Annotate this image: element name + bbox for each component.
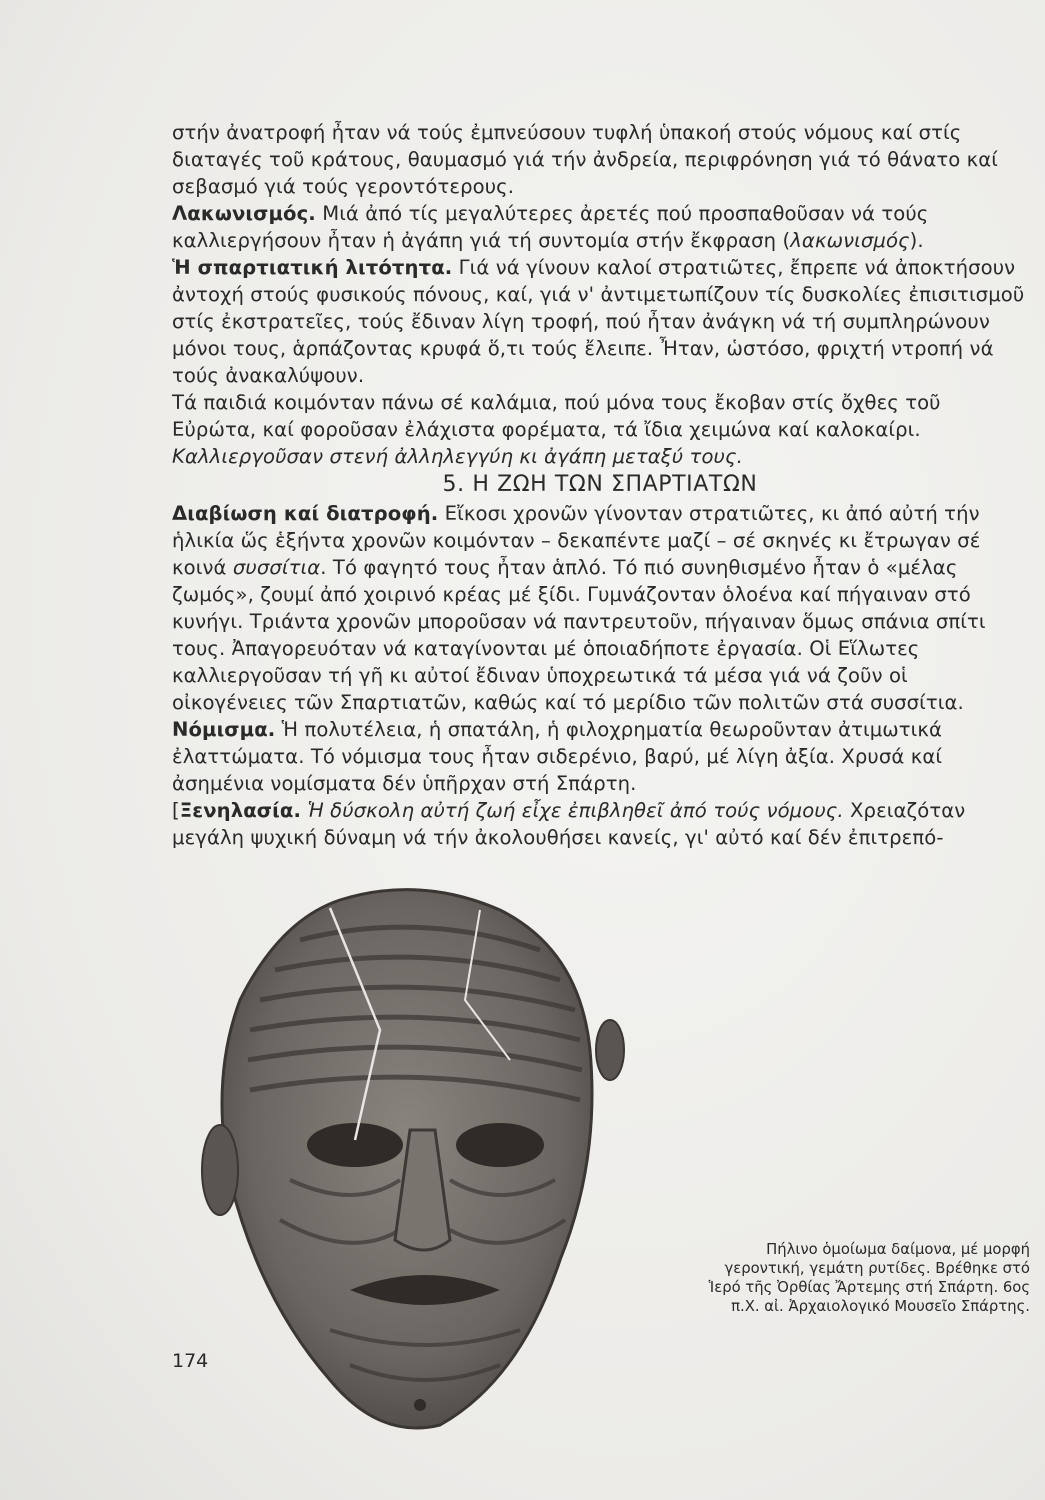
diaviosi-text-1: Εἴκοσι χρονῶν γίνονταν στρατιῶτες, κι ἀπό αὐτή τήν ἡλικία ὥς ἑξήντα χρονῶν κοιμόνταν – δεκαπέντε μαζί – σέ σκηνές κι ἔτρωγαν σέ κοινά [172, 502, 981, 579]
nomisma-text: Ἡ πολυτέλεια, ἡ σπατάλη, ἡ φιλοχρηματία θεωροῦνταν ἀτιμωτικά ἐλαττώματα. Τό νόμισμα τους ἦταν σιδερένιο, βαρύ, μέ λίγη ἀξία. Χρυσά καί ἀσημένια νομίσματα δέν ὑπῆρχαν στή Σπάρτη. [172, 718, 943, 795]
xenilasia-text: Χρειαζόταν μεγάλη ψυχική δύναμη νά τήν ἀκολουθήσει κανείς, γι' αὐτό καί δέν ἐπιτρεπό- [172, 799, 966, 849]
diaviosi-paragraph [172, 500, 1028, 716]
clay-mask-image [180, 880, 660, 1440]
allileggyi-paragraph: Καλλιεργοῦσαν στενή ἀλληλεγγύη κι ἀγάπη μεταξύ τους. [172, 445, 743, 468]
lakonismos-text: Μιά ἀπό τίς μεγαλύτερες ἀρετές πού προσπαθοῦσαν νά τούς καλλιεργήσουν ἦταν ἡ ἀγάπη γιά τή συντομία στήν ἔκφραση ( [172, 202, 929, 252]
lakonismos-title: Λακωνισμός. [172, 202, 316, 225]
diaviosi-text-2: . Τό φαγητό τους ἦταν ἁπλό. Τό πιό συνηθισμένο ἦταν ὁ «μέλας ζωμός», ζουμί ἀπό χοιρινό κρέας μέ ξίδι. Γυμνάζονταν ὁλοένα καί πήγαιναν στό κυνήγι. Τριάντα χρονῶν μποροῦσαν νά παντρευτοῦν, πήγαιναν ὅμως σπάνια σπίτι τους. Ἀπαγορευόταν νά καταγίνονται μέ ὁποιαδήποτε ἐργασία. Οἱ Εἵλωτες καλλιεργοῦσαν τή γῆ κι αὐτοί ἔδιναν ὑποχρεωτικά τά μέσα γιά νά ζοῦν οἱ οἰκογένειες τῶν Σπαρτιατῶν, καθώς καί τό μερίδιο τῶν πολιτῶν στά συσσίτια. [172, 556, 986, 714]
figure-caption: Πήλινο ὁμοίωμα δαίμονα, μέ μορφή γεροντική, γεμάτη ρυτίδες. Βρέθηκε στό Ἱερό τῆς Ὀρθίας Ἄρτεμης στή Σπάρτη. 6ος π.Χ. αἰ. Ἀρχαιολογικό Μουσεῖο Σπάρτης. [708, 1241, 1030, 1315]
lakonismos-paragraph [172, 200, 1028, 254]
xenilasia-title: Ξενηλασία. [179, 799, 301, 822]
section-heading: 5. Η ΖΩΗ ΤΩΝ ΣΠΑΡΤΙΑΤΩΝ [442, 472, 758, 497]
kalamia-paragraph: Τά παιδιά κοιμόνταν πάνω σέ καλάμια, πού μόνα τους ἔκοβαν στίς ὄχθες τοῦ Εὐρώτα, καί φοροῦσαν ἐλάχιστα φορέματα, τά ἴδια χειμώνα καί καλοκαίρι. [172, 391, 941, 441]
nomisma-paragraph [172, 716, 1028, 797]
lakonismos-term: λακωνισμός [790, 229, 910, 252]
nomisma-title: Νόμισμα. [172, 718, 276, 741]
xenilasia-italic: Ἡ δύσκολη αὐτή ζωή εἶχε ἐπιβληθεῖ ἀπό τούς νόμους. [301, 799, 844, 822]
page-number: 174 [172, 1350, 209, 1372]
diaviosi-title: Διαβίωση καί διατροφή. [172, 502, 439, 525]
litotita-paragraph [172, 254, 1028, 389]
main-text [172, 119, 1028, 851]
xenilasia-paragraph [172, 797, 1028, 851]
intro-paragraph: στήν ἀνατροφή ἦταν νά τούς ἐμπνεύσουν τυφλή ὑπακοή στούς νόμους καί στίς διαταγές τοῦ κράτους, θαυμασμό γιά τήν ἀνδρεία, περιφρόνηση γιά τό θάνατο καί σεβασμό γιά τούς γεροντότερους. [172, 121, 999, 198]
xenilasia-bracket: [ [172, 799, 180, 822]
litotita-text: Γιά νά γίνουν καλοί στρατιῶτες, ἔπρεπε νά ἀποκτήσουν ἀντοχή στούς φυσικούς πόνους, καί, γιά ν' ἀντιμετωπίζουν τίς δυσκολίες ἐπισιτισμοῦ στίς ἐκστρατεῖες, τούς ἔδιναν λίγη τροφή, πού ἦταν ἀνάγκη νά τή συμπληρώνουν μόνοι τους, ἁρπάζοντας κρυφά ὅ,τι τούς ἔλειπε. Ἦταν, ὡστόσο, φριχτή ντροπή νά τούς ἀνακαλύψουν. [172, 256, 1025, 387]
syssitia-term: συσσίτια [232, 556, 321, 579]
litotita-title: Ἡ σπαρτιατική λιτότητα. [172, 256, 453, 279]
lakonismos-end: ). [909, 229, 924, 252]
